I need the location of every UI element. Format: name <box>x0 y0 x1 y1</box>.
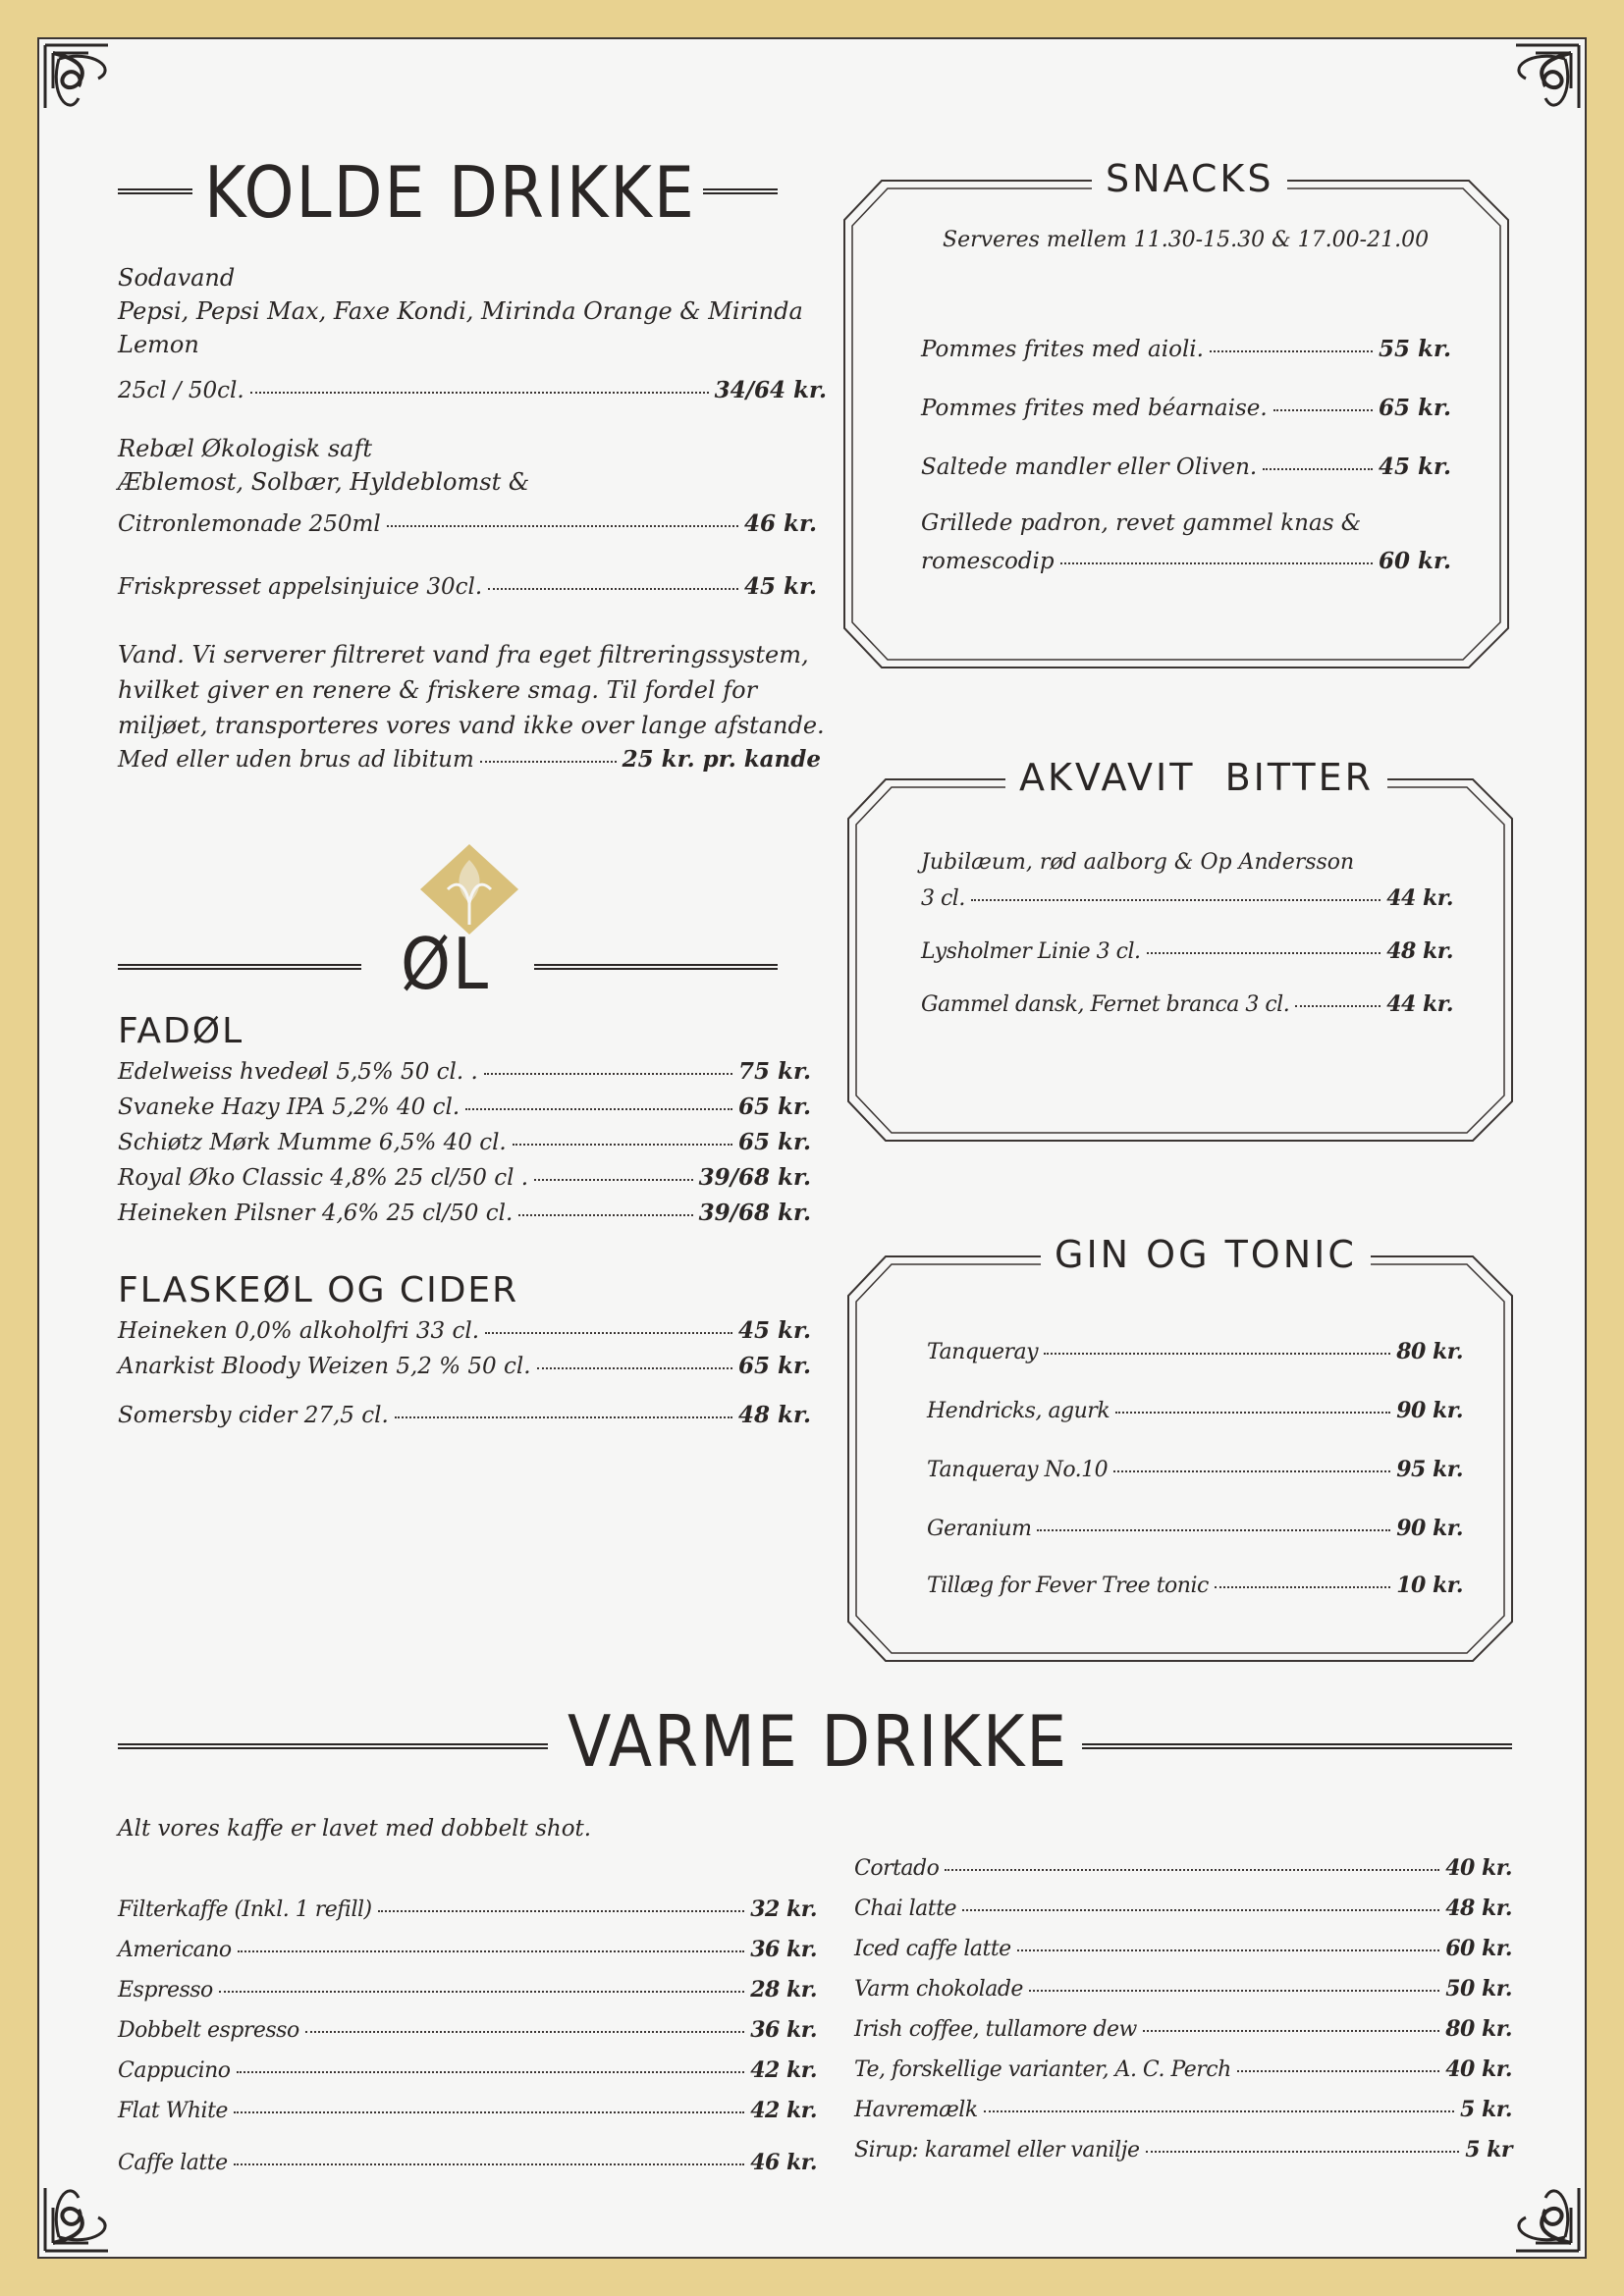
menu-item-row: Filterkaffe (Inkl. 1 refill) 32 kr. <box>118 1896 817 1922</box>
menu-page <box>37 37 1587 2259</box>
menu-item-row: Anarkist Bloody Weizen 5,2 % 50 cl. 65 kr. <box>118 1353 811 1379</box>
menu-item-row: Iced caffe latte 60 kr. <box>854 1936 1512 1961</box>
menu-item-row: Saltede mandler eller Oliven. 45 kr. <box>921 454 1451 480</box>
akvavit-item-line: Jubilæum, rød aalborg & Op Andersson <box>921 850 1355 875</box>
menu-item-row: 3 cl. 44 kr. <box>921 885 1453 911</box>
water-text: miljøet, transporteres vores vand ikke over lange afstande. <box>118 712 825 739</box>
snacks-subtitle: Serveres mellem 11.30-15.30 & 17.00-21.00 <box>943 228 1430 252</box>
varme-title: VARME DRIKKE <box>568 1700 1069 1783</box>
menu-item-row: Heineken 0,0% alkoholfri 33 cl. 45 kr. <box>118 1317 811 1344</box>
varme-note: Alt vores kaffe er lavet med dobbelt shot. <box>118 1816 592 1842</box>
snacks-title: SNACKS <box>1092 157 1287 200</box>
menu-item-row: Edelweiss hvedeøl 5,5% 50 cl. . 75 kr. <box>118 1058 811 1085</box>
menu-item-row: Dobbelt espresso 36 kr. <box>118 2017 817 2043</box>
soda-desc: Pepsi, Pepsi Max, Faxe Kondi, Mirinda Orange & Mirinda <box>118 297 803 325</box>
title-rule <box>118 188 192 194</box>
menu-item-row: Chai latte 48 kr. <box>854 1896 1512 1921</box>
menu-item-row: Citronlemonade 250ml 46 kr. <box>118 510 817 537</box>
menu-item-row: Sirup: karamel eller vanilje 5 kr <box>854 2137 1512 2163</box>
water-text: Vand. Vi serverer filtreret vand fra eget filtreringssystem, <box>118 641 809 668</box>
menu-item-row: Irish coffee, tullamore dew 80 kr. <box>854 2016 1512 2042</box>
menu-item-row: Tillæg for Fever Tree tonic 10 kr. <box>927 1573 1463 1598</box>
title-rule <box>1082 1743 1512 1749</box>
menu-item-row: Americano 36 kr. <box>118 1937 817 1962</box>
menu-item-row: Te, forskellige varianter, A. C. Perch 40 kr. <box>854 2056 1512 2082</box>
menu-item-row: Med eller uden brus ad libitum 25 kr. pr. kande <box>118 746 821 773</box>
soda-desc: Lemon <box>118 331 199 358</box>
ol-title: ØL <box>401 923 491 1005</box>
menu-item-row: Somersby cider 27,5 cl. 48 kr. <box>118 1402 811 1428</box>
menu-item-row: Cortado 40 kr. <box>854 1855 1512 1881</box>
menu-item-row: 25cl / 50cl. 34/64 kr. <box>118 377 827 403</box>
menu-item-row: Lysholmer Linie 3 cl. 48 kr. <box>921 938 1453 964</box>
menu-item-row: Friskpresset appelsinjuice 30cl. 45 kr. <box>118 573 817 600</box>
gin-title: GIN OG TONIC <box>1041 1233 1371 1276</box>
menu-item-row: romescodip 60 kr. <box>921 548 1451 574</box>
menu-item-row: Heineken Pilsner 4,6% 25 cl/50 cl. 39/68 kr. <box>118 1200 811 1226</box>
menu-item-row: Geranium 90 kr. <box>927 1516 1463 1541</box>
menu-item-row: Espresso 28 kr. <box>118 1977 817 2002</box>
saft-desc: Æblemost, Solbær, Hyldeblomst & <box>118 468 530 496</box>
menu-item-row: Cappucino 42 kr. <box>118 2057 817 2083</box>
soda-name: Sodavand <box>118 264 236 292</box>
fadol-title: FADØL <box>118 1011 244 1051</box>
menu-item-row: Tanqueray 80 kr. <box>927 1339 1463 1364</box>
menu-item-row: Pommes frites med béarnaise. 65 kr. <box>921 395 1451 421</box>
corner-ornament-icon <box>39 39 157 157</box>
menu-item-row: Varm chokolade 50 kr. <box>854 1976 1512 2002</box>
flaske-title: FLASKEØL OG CIDER <box>118 1270 519 1310</box>
water-text: hvilket giver en renere & friskere smag. Til fordel for <box>118 676 758 704</box>
menu-item-row: Hendricks, agurk 90 kr. <box>927 1398 1463 1423</box>
menu-item-row: Caffe latte 46 kr. <box>118 2150 817 2175</box>
akvavit-box <box>846 756 1514 1143</box>
snacks-box <box>842 157 1510 669</box>
saft-name: Rebæl Økologisk saft <box>118 435 372 462</box>
kolde-title: KOLDE DRIKKE <box>204 151 696 234</box>
menu-item-row: Havremælk 5 kr. <box>854 2097 1512 2122</box>
menu-item-row: Flat White 42 kr. <box>118 2098 817 2123</box>
title-rule <box>534 964 778 970</box>
menu-item-row: Gammel dansk, Fernet branca 3 cl. 44 kr. <box>921 991 1453 1017</box>
akvavit-title: AKVAVIT BITTER <box>1005 756 1387 799</box>
corner-ornament-icon <box>1467 39 1585 157</box>
snacks-item-line: Grillede padron, revet gammel knas & <box>921 510 1362 536</box>
title-rule <box>118 964 361 970</box>
menu-item-row: Pommes frites med aioli. 55 kr. <box>921 336 1451 362</box>
menu-item-row: Schiøtz Mørk Mumme 6,5% 40 cl. 65 kr. <box>118 1129 811 1155</box>
title-rule <box>703 188 778 194</box>
title-rule <box>118 1743 548 1749</box>
menu-item-row: Royal Øko Classic 4,8% 25 cl/50 cl . 39/68 kr. <box>118 1164 811 1191</box>
menu-item-row: Svaneke Hazy IPA 5,2% 40 cl. 65 kr. <box>118 1094 811 1120</box>
gin-box <box>846 1233 1514 1663</box>
menu-item-row: Tanqueray No.10 95 kr. <box>927 1457 1463 1482</box>
